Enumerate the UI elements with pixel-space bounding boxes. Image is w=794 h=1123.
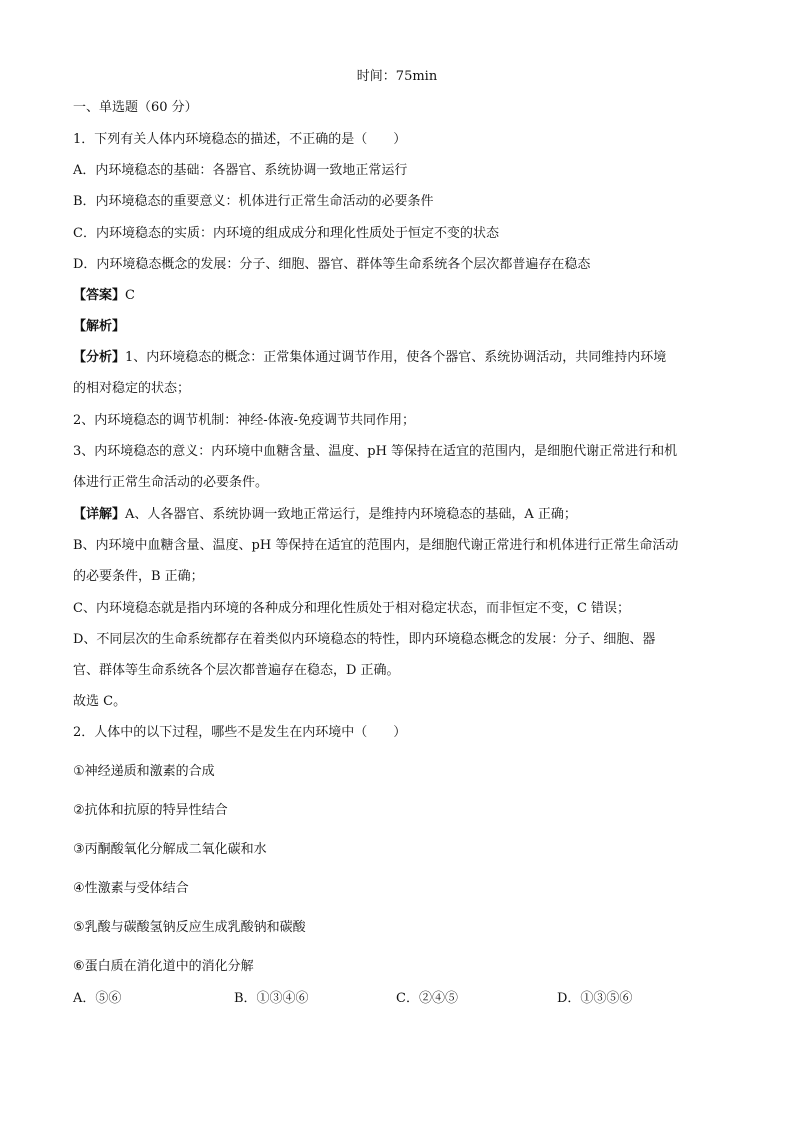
answer-line: [73, 287, 135, 305]
answer-value: C: [125, 288, 135, 303]
fenxi-line-2: 的相对稳定的状态；: [73, 381, 191, 396]
fenxi-line-4: 3、内环境稳态的意义：内环境中血糖含量、温度、pH 等保持在适宜的范围内，是细胞代谢正常进行和机: [73, 444, 678, 459]
question-2-item-5: ⑤乳酸与碳酸氢钠反应生成乳酸钠和碳酸: [73, 920, 306, 935]
fenxi-tag: 【分析】: [73, 350, 126, 365]
question-2-choice-a: A．⑤⑥: [73, 991, 122, 1006]
question-2-item-2: ②抗体和抗原的特异性结合: [73, 803, 228, 818]
fenxi-line-5: 体进行正常生命活动的必要条件。: [73, 475, 269, 490]
fenxi-line-1: [73, 349, 666, 367]
xiangjie-line-2: B、内环境中血糖含量、温度、pH 等保持在适宜的范围内，是细胞代谢正常进行和机体进行正常生命活动: [73, 538, 679, 553]
question-2-item-3: ③丙酮酸氧化分解成二氧化碳和水: [73, 842, 267, 857]
question-2-item-6: ⑥蛋白质在消化道中的消化分解: [73, 959, 254, 974]
question-1-stem: 1．下列有关人体内环境稳态的描述，不正确的是（ ）: [73, 132, 407, 147]
question-2-stem: 2．人体中的以下过程，哪些不是发生在内环境中（ ）: [73, 725, 407, 740]
section-title: 一、单选题（60 分）: [73, 100, 198, 115]
xiangjie-line-5: D、不同层次的生命系统都存在着类似内环境稳态的特性，即内环境稳态概念的发展：分子、细胞、器: [73, 632, 656, 647]
analysis-tag: 【解析】: [73, 319, 126, 334]
xiangjie-tag: 【详解】: [73, 507, 126, 522]
xiangjie-text-1: A、人各器官、系统协调一致地正常运行，是维持内环境稳态的基础，A 正确；: [125, 507, 577, 522]
question-1-option-d: D．内环境稳态概念的发展：分子、细胞、器官、群体等生命系统各个层次都普遍存在稳态: [73, 257, 591, 272]
question-2-choice-d: D．①③⑤⑥: [557, 991, 633, 1006]
xiangjie-line-6: 官、群体等生命系统各个层次都普遍存在稳态，D 正确。: [73, 663, 400, 678]
xiangjie-line-4: C、内环境稳态就是指内环境的各种成分和理化性质处于相对稳定状态，而非恒定不变，C 错误；: [73, 601, 631, 616]
xiangjie-line-3: 的必要条件，B 正确；: [73, 569, 204, 584]
answer-tag: 【答案】: [73, 288, 126, 303]
fenxi-text-1: 1、内环境稳态的概念：正常集体通过调节作用，使各个器官、系统协调活动，共同维持内环境: [125, 350, 667, 365]
question-1-option-c: C．内环境稳态的实质：内环境的组成成分和理化性质处于恒定不变的状态: [73, 226, 499, 241]
question-2-item-1: ①神经递质和激素的合成: [73, 764, 215, 779]
xiangjie-line-7: 故选 C。: [73, 694, 127, 709]
question-2-choice-b: B．①③④⑥: [234, 991, 309, 1006]
fenxi-line-3: 2、内环境稳态的调节机制：神经-体液-免疫调节共同作用；: [73, 413, 416, 428]
question-1-option-a: A．内环境稳态的基础：各器官、系统协调一致地正常运行: [73, 163, 408, 178]
xiangjie-line-1: [73, 506, 577, 524]
exam-time: 时间：75min: [356, 69, 438, 84]
question-1-option-b: B．内环境稳态的重要意义：机体进行正常生命活动的必要条件: [73, 194, 434, 209]
question-2-choice-c: C．②④⑤: [396, 991, 458, 1006]
question-2-item-4: ④性激素与受体结合: [73, 881, 189, 896]
